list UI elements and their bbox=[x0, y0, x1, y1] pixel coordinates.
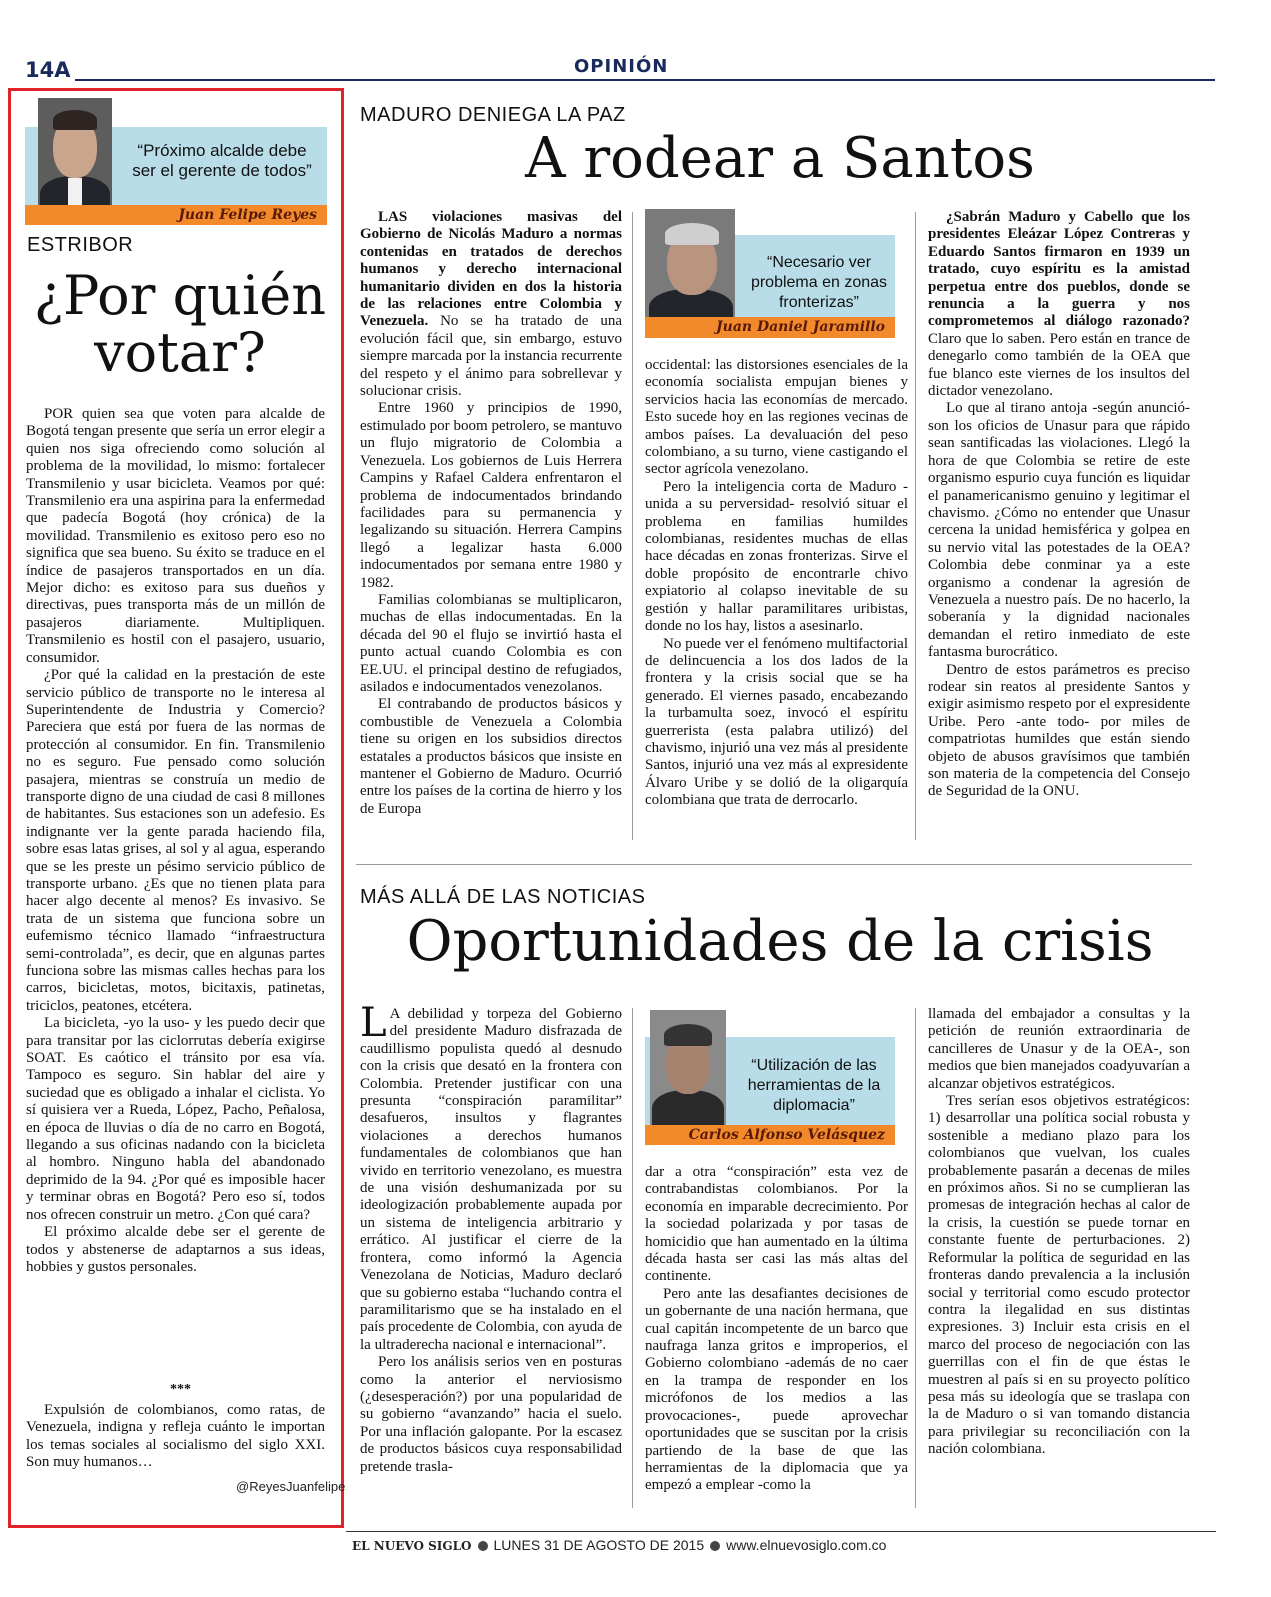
left-article-body bbox=[26, 406, 325, 1276]
column-rule bbox=[632, 212, 633, 840]
issue-date: LUNES 31 DE AGOSTO DE 2015 bbox=[493, 1537, 705, 1553]
author-photo-jaramillo bbox=[645, 209, 735, 317]
newspaper-brand: EL NUEVO SIGLO bbox=[352, 1539, 472, 1553]
left-paragraph: El próximo alcalde debe ser el gerente de todos y abstenerse de adaptarnos a sus ideas, hobbies y gustos personales. bbox=[26, 1224, 325, 1275]
article-separator bbox=[356, 864, 1192, 865]
top-column-3: ¿Sabrán Maduro y Cabello que los presidentes Eleázar López Contreras y Eduardo Santos firmaron en 1939 un tratado, cuyo espíritu es la amistad perpetua entre dos pueblos, donde se renuncia a la guerra y nos comprometemos al diálogo razonado? Claro que lo saben. Pero están en trance de denegarlo como también de la OEA que fue blanco este viernes de los insultos del dictador venezolano. Lo que al tirano antoja -según anunció- son los oficios de Unasur para que rápido sean santificadas las violaciones. Llegó la hora de que Colombia se retire de este organismo espurio cuya función es liquidar el panamericanismo genuino y legitimar el chavismo. ¿Cómo no entender que Unasur cercena la unidad hemisférica y golpea en su nervio vital las potestades de la OEA? Colombia debe conminar ya a este organismo a condenar la agresión de Venezuela a nuestro país. De no hacerlo, la soberanía y la dignidad nacionales demandan el retiro inmediato de este fantasma burocrático. Dentro de estos parámetros es preciso rodear sin reatos al presidente Santos y exigir asimismo respeto por el expresidente Uribe. Pero -ante todo- por miles de compatriotas humildes que están siendo objeto de abusos gravísimos que también son materia de la competencia del Consejo de Seguridad de la ONU. bbox=[928, 209, 1190, 800]
bottom-kicker: MÁS ALLÁ DE LAS NOTICIAS bbox=[360, 886, 646, 908]
top-author: Juan Daniel Jaramillo bbox=[645, 317, 895, 338]
bottom-headline: Oportunidades de la crisis bbox=[406, 909, 1154, 974]
drop-cap: L bbox=[360, 1000, 387, 1046]
left-quote: “Próximo alcalde debe ser el gerente de todos” bbox=[132, 141, 312, 180]
top-headline: A rodear a Santos bbox=[525, 126, 1035, 191]
column-rule bbox=[915, 1008, 916, 1508]
top-column-2: occidental: las distorsiones esenciales de la economía socialista empujan bienes y servicios hacia las economías de mercado. Esto sucede hoy en las regiones vecinas de ambos países. La devaluación del peso colombiano, a su turno, viene castigando el sector agrícola venezolano. Pero la inteligencia corta de Maduro -unida a su perversidad- resolvió situar el problema en familias humildes colombianas, residentes muchas de ellas hace décadas en zonas fronterizas. Sirve el doble propósito de encontrarle chivo expiatorio al colapso inevitable de su gestión y hallar paramilitares uribistas, donde no los hay, listos a asesinarlo. No puede ver el fenómeno multifactorial de delincuencia a los dos lados de la frontera y la crisis social que se ha generado. El viernes pasado, encabezando la turbamulta soez, invocó el espíritu guerrerista (esta palabra utilizó) del chavismo, injurió una vez más al presidente Santos, injurió una vez más al expresidente Álvaro Uribe y se dolió de la oligarquía colombiana que trata de derrocarlo. bbox=[645, 357, 908, 809]
section-separator-stars: *** bbox=[170, 1382, 191, 1397]
footer-rule bbox=[346, 1531, 1216, 1532]
author-twitter-handle: @ReyesJuanfelipe bbox=[236, 1479, 346, 1494]
page-footer bbox=[352, 1537, 886, 1553]
top-column-1: LAS violaciones masivas del Gobierno de Nicolás Maduro a normas contenidas en tratados de derechos humanos y derecho internacional humanitario dividen en dos la historia de las relaciones entre Colombia y Venezuela. No se ha tratado de una evolución fácil que, sin embargo, estuvo siempre marcada por la instancia recurrente del respeto y el ánimo para sobrellevar y solucionar crisis. Entre 1960 y principios de 1990, estimulado por boom petrolero, se mantuvo un flujo migratorio de Colombia a Venezuela. Los gobiernos de Luis Herrera Campins y Rafael Caldera enfrentaron el problema de indocumentados brindando facilidades para su permanencia y legalizando su situación. Herrera Campins llegó a legalizar hasta 6.000 indocumentados por semana entre 1980 y 1982. Familias colombianas se multiplicaron, muchas de ellas indocumentadas. En la década del 90 el flujo se invirtió hasta el punto actual cuando Colombia es con EE.UU. el principal destino de refugiados, asilados e indocumentados venezolanos. El contrabando de productos básicos y combustible de Venezuela a Colombia tiene su origen en los subsidios directos estatales a productos básicos que insiste en mantener el Gobierno de Maduro. Ocurrió entre los países de la cortina de hierro y los de Europa bbox=[360, 209, 622, 817]
left-closing-note: Expulsión de colombianos, como ratas, de Venezuela, indigna y refleja cuánto le importan los temas sociales al socialismo del siglo XXI. Son muy humanos… bbox=[26, 1402, 325, 1471]
author-photo-velasquez bbox=[650, 1010, 726, 1125]
left-paragraph: ¿Por qué la calidad en la prestación de este servicio público de transporte no le interesa al Superintendente de Industria y Comercio? Pareciera que está por fuera de las normas de protección al consumidor. En fin. Transmilenio no es seguro. Fue pensado como solución pasajera, mientras se construía un medio de transporte digno de una ciudad de casi 8 millones de habitantes. Sus estaciones son un adefesio. Es indignante ver la gente parada haciendo fila, sobre esas latas grises, al sol y al agua, esperando que se les preste un pésimo servicio público de transporte urbano. ¿Es que no tienen plata para hacer algo decente al menos? Es invasivo. Se trata de un sistema que funciona sobre un eufemismo técnico llamado “infraestructura semi-controlada”, es decir, que en algunas partes funciona sobre las mismas calles hechas para los carros, bicicletas, motos, bicitaxis, patinetas, triciclos, peatones, etcétera. bbox=[26, 667, 325, 1014]
left-paragraph: POR quien sea que voten para alcalde de Bogotá tengan presente que sería un error elegir a quien nos siga ofreciendo como solución al problema de la movilidad, lo mismo: fortalecer Transmilenio y usar bicicleta. Veamos por qué: Transmilenio era una aspirina para la enfermedad que padecía Bogotá (hoy crónica) de la movilidad. Transmilenio es exitoso pero eso no significa que sea bueno. Su éxito se traduce en el índice de pasajeros transportados en un día. Mejor dicho: es exitoso para sus dueños y directivas, pues transporta más de un millón de pasajeros diariamente. Multipliquen. Transmilenio es hostil con el pasajero, usuario, consumidor. bbox=[26, 406, 325, 666]
bottom-author: Carlos Alfonso Velásquez bbox=[645, 1125, 895, 1145]
bullet-icon bbox=[710, 1541, 720, 1551]
header-rule bbox=[75, 79, 1215, 81]
top-kicker: MADURO DENIEGA LA PAZ bbox=[360, 104, 626, 126]
bottom-quote: “Utilización de las herramientas de la diplomacia” bbox=[747, 1057, 881, 1114]
top-quote: “Necesario ver problema en zonas fronterizas” bbox=[750, 254, 888, 311]
page-number: 14A bbox=[25, 58, 71, 82]
bullet-icon bbox=[478, 1541, 488, 1551]
column-rule bbox=[632, 1008, 633, 1508]
bottom-column-1: L A debilidad y torpeza del Gobierno del presidente Maduro disfrazada de caudillismo populista quedó al desnudo con la crisis que desató en la frontera con Colombia. Pretender justificar con una presunta “conspiración paramilitar” desafueros, insultos y flagrantes violaciones a derechos humanos fundamentales de colombianos que han vivido en territorio venezolano, es muestra de una visión deshumanizada por su ideologización probablemente aupada por un sistema de inteligencia arbitrario y errático. Al justificar el cierre de la frontera, como informó la Agencia Venezolana de Noticias, Maduro declaró que su gobierno estaba “luchando contra el paramilitarismo que se ha instalado en el país procedente de Colombia, con ayuda de la ultraderecha nacional e internacional”. Pero los análisis serios ven en posturas como la anterior el nerviosismo (¿desesperación?) por una popularidad de su gobierno “avanzando” hacia el suelo. Por una inflación galopante. Por la escasez de productos básicos cuya responsabilidad pretende trasla- bbox=[360, 1000, 622, 1475]
bottom-column-2: dar a otra “conspiración” esta vez de contrabandistas colombianos. Por la economía en imparable decrecimiento. Por la sociedad polarizada y por tasas de homicidio que han aumentado en la última década hasta ser casi las más altas del continente. Pero ante las desafiantes decisiones de un gobernante de una nación hermana, que cual capitán incompetente de un barco que naufraga lanza gritos e improperios, el Gobierno colombiano -además de no caer en la trampa de responder en los micrófonos de los medios a las provocaciones-, puede aprovechar oportunidades que se suscitan por la crisis partiendo de la base de que las herramientas de la diplomacia que ya empezó a emplear -como la bbox=[645, 1164, 908, 1494]
author-photo-reyes bbox=[38, 98, 112, 205]
section-title: OPINIÓN bbox=[560, 56, 682, 77]
website-url: www.elnuevosiglo.com.co bbox=[726, 1537, 887, 1553]
left-headline: ¿Por quién votar? bbox=[34, 264, 326, 384]
left-kicker: ESTRIBOR bbox=[27, 234, 134, 256]
column-rule bbox=[915, 212, 916, 840]
left-author: Juan Felipe Reyes bbox=[25, 205, 327, 225]
bottom-column-3: llamada del embajador a consultas y la petición de reunión extraordinaria de cancilleres de Unasur y de la OEA-, son medios que bien manejados coadyuvarían a alcanzar objetivos estratégicos. Tres serían esos objetivos estratégicos: 1) desarrollar una política social robusta y sostenible a mediano plazo para los colombianos que vuelvan, los cuales probablemente pasarán a decenas de miles en próximos años. Si no se cumplieran las promesas de integración hechas al calor de la crisis, la cuestión se puede tornar en constante fuente de perturbaciones. 2) Reformular la política de seguridad en las fronteras dando prevalencia a la inclusión social y territorial como escudo protector contra la ilegalidad en sus distintas expresiones. 3) Incluir esta crisis en el marco del proceso de negociación con las guerrillas con el fin de que éstas le muestren al país si en su proyecto político pesa más su ideología que se traslapa con la de Maduro o si van tomando distancia para privilegiar su reconciliación con la nación colombiana. bbox=[928, 1006, 1190, 1458]
left-paragraph: La bicicleta, -yo la uso- y les puedo decir que para transitar por las ciclorrutas debería exigirse SOAT. Es caótico el tránsito por esa vía. Tampoco es seguro. Sin hablar del aire y suciedad que es obligado a inhalar el ciclista. Yo sí quisiera ver a Rueda, López, Pacho, Peñalosa, en época de lluvias o día de no carro en Bogotá, llegando a sus oficinas nadando con la bicicleta al hombro. Ninguno habla del abandonado deprimido de la 94. ¿Por qué es imposible hacer y terminar obras en Bogotá? Pero eso sí, todos nos ofrecen construir un metro. ¿Con qué cara? bbox=[26, 1015, 325, 1223]
